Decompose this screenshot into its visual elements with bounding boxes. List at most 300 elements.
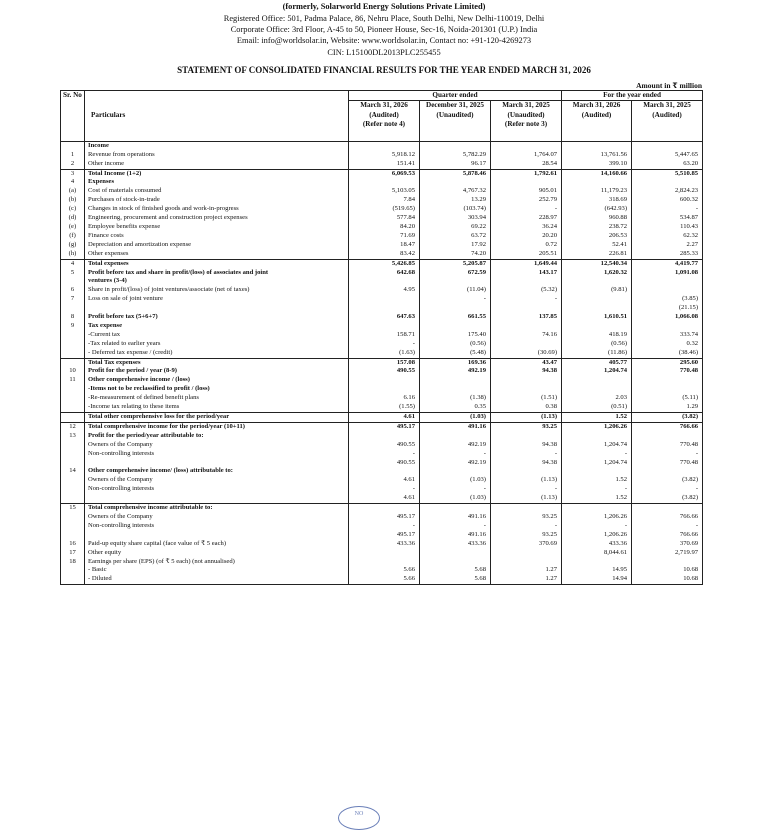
row-sr-no [61,476,85,485]
row-value-col2: 0.35 [420,403,491,412]
row-value-col4: (11.86) [562,349,632,358]
table-row [61,476,703,485]
row-value-col2 [420,178,491,187]
row-sr-no: 7 [61,295,85,304]
table-row [61,531,703,540]
row-value-col2: 69.22 [420,223,491,232]
company-seal-stamp: NO [338,806,380,830]
row-particular: Income [85,141,349,150]
row-value-col3: 43.47 [491,358,562,367]
row-particular: Profit for the period/year attributable to: [85,432,349,441]
row-value-col2: 5,878.46 [420,169,491,178]
row-value-col2: 672.59 [420,269,491,278]
table-row [61,549,703,558]
table-row [61,295,703,304]
row-value-col1: 5.66 [349,575,420,584]
row-value-col1: (1.55) [349,403,420,412]
row-value-col3 [491,558,562,567]
row-value-col3 [491,549,562,558]
row-sr-no [61,304,85,313]
table-row [61,422,703,431]
row-value-col4 [562,467,632,476]
row-particular: - Diluted [85,575,349,584]
row-value-col3: 0.72 [491,241,562,250]
row-value-col3: 137.85 [491,313,562,322]
row-value-col1 [349,277,420,286]
row-particular: -Tax related to earlier years [85,340,349,349]
row-value-col3: (1.13) [491,476,562,485]
row-value-col1 [349,322,420,331]
row-sr-no [61,394,85,403]
row-particular: Non-controlling interests [85,522,349,531]
row-sr-no [61,277,85,286]
row-sr-no [61,441,85,450]
row-value-col1: 5,426.85 [349,259,420,268]
row-value-col2: (0.56) [420,340,491,349]
row-sr-no [61,485,85,494]
row-value-col5: (38.46) [632,349,703,358]
table-row [61,277,703,286]
row-sr-no: 14 [61,467,85,476]
col1-date: March 31, 2026 [349,101,420,111]
row-value-col1 [349,467,420,476]
row-value-col3: 94.38 [491,441,562,450]
row-value-col1: - [349,485,420,494]
table-row [61,349,703,358]
row-sr-no: 17 [61,549,85,558]
row-particular: Owners of the Company [85,476,349,485]
row-value-col2 [420,432,491,441]
row-value-col3: 1,764.07 [491,151,562,160]
row-value-col5: 770.48 [632,459,703,468]
row-value-col4: 1,610.51 [562,313,632,322]
row-value-col3: 370.69 [491,540,562,549]
row-value-col4: 318.69 [562,196,632,205]
row-particular [85,459,349,468]
table-row [61,214,703,223]
row-value-col4: 52.41 [562,241,632,250]
row-value-col2: 175.40 [420,331,491,340]
row-value-col1: 4.95 [349,286,420,295]
table-row [61,566,703,575]
row-value-col4 [562,432,632,441]
table-row [61,322,703,331]
row-value-col1: 642.68 [349,269,420,278]
row-value-col4: - [562,450,632,459]
row-value-col4: (9.81) [562,286,632,295]
row-value-col5 [632,558,703,567]
row-particular [85,531,349,540]
row-value-col4 [562,385,632,394]
row-value-col2 [420,304,491,313]
row-value-col2: 17.92 [420,241,491,250]
row-value-col2: 661.55 [420,313,491,322]
row-particular: Cost of materials consumed [85,187,349,196]
row-value-col1: - [349,450,420,459]
row-value-col2: 492.19 [420,367,491,376]
row-value-col5: 2,824.23 [632,187,703,196]
row-value-col5 [632,286,703,295]
financial-results-table [60,90,703,585]
col3-date: March 31, 2025 [491,101,562,111]
row-particular: Total comprehensive income for the period/year (10+11) [85,422,349,431]
row-value-col4: 418.19 [562,331,632,340]
row-value-col5 [632,178,703,187]
row-value-col4 [562,141,632,150]
row-value-col3 [491,467,562,476]
row-value-col1: 158.71 [349,331,420,340]
table-row [61,385,703,394]
row-value-col1: 4.61 [349,494,420,503]
contact-info: Email: info@worldsolar.in, Website: www.worldsolar.in, Contact no: +91-120-4269273 [236,36,532,45]
table-row [61,450,703,459]
row-value-col3: 74.16 [491,331,562,340]
row-value-col4: 1.52 [562,476,632,485]
row-value-col1: (1.63) [349,349,420,358]
row-value-col4 [562,322,632,331]
row-value-col2: 5,782.29 [420,151,491,160]
row-sr-no: 18 [61,558,85,567]
row-particular: Other comprehensive income / (loss) [85,376,349,385]
row-value-col3: - [491,485,562,494]
row-value-col3: 1,649.44 [491,259,562,268]
table-row [61,187,703,196]
table-row [61,340,703,349]
row-particular: Non-controlling interests [85,450,349,459]
amount-note: Amount in ₹ million [636,81,702,90]
row-value-col2: (1.03) [420,494,491,503]
row-value-col2: 492.19 [420,459,491,468]
table-row [61,169,703,178]
corporate-office: Corporate Office: 3rd Floor, A-45 to 50, Pioneer House, Sec-16, Noida-201301 (U.P.) India [230,25,538,34]
row-value-col2 [420,385,491,394]
row-value-col1: 4.61 [349,413,420,422]
row-value-col1: - [349,522,420,531]
row-value-col2: 492.19 [420,441,491,450]
row-value-col3: 94.38 [491,367,562,376]
year-ended-header: For the year ended [562,91,703,101]
table-row [61,141,703,150]
row-value-col1 [349,141,420,150]
row-particular: Tax expense [85,322,349,331]
row-value-col1 [349,376,420,385]
row-particular: Total other comprehensive loss for the period/year [85,413,349,422]
row-particular: -Items not to be reclassified to profit / (loss) [85,385,349,394]
row-sr-no: (f) [61,232,85,241]
row-value-col3: 143.17 [491,269,562,278]
row-particular: -Re-measurement of defined benefit plans [85,394,349,403]
row-value-col4: 206.53 [562,232,632,241]
table-row [61,223,703,232]
row-value-col5: 5,447.65 [632,151,703,160]
row-value-col3 [491,504,562,513]
row-value-col2: (1.38) [420,394,491,403]
row-value-col3 [491,141,562,150]
row-value-col4 [562,295,632,304]
row-sr-no [61,349,85,358]
row-value-col3: 20.20 [491,232,562,241]
row-value-col3: 905.01 [491,187,562,196]
row-value-col3: 1,792.61 [491,169,562,178]
row-value-col4: 14.95 [562,566,632,575]
row-sr-no [61,331,85,340]
row-value-col5: 770.48 [632,367,703,376]
col5-status: (Audited) [632,111,703,142]
row-value-col1: 18.47 [349,241,420,250]
row-value-col3: 93.25 [491,422,562,431]
row-value-col5: 534.87 [632,214,703,223]
row-sr-no [61,450,85,459]
row-value-col4: (642.93) [562,205,632,214]
row-value-col4: 1,204.74 [562,441,632,450]
row-value-col1 [349,558,420,567]
row-value-col3: - [491,522,562,531]
row-value-col5: (3.82) [632,494,703,503]
row-particular: Total expenses [85,259,349,268]
row-value-col4: 1,204.74 [562,459,632,468]
row-value-col3: - [491,205,562,214]
row-value-col5: 1,091.08 [632,269,703,278]
row-value-col2: (1.03) [420,413,491,422]
row-particular [85,304,349,313]
table-row [61,304,703,313]
row-value-col4: 12,540.34 [562,259,632,268]
row-value-col5: 766.66 [632,513,703,522]
row-value-col1: 157.08 [349,358,420,367]
row-sr-no [61,531,85,540]
table-row [61,558,703,567]
col4-status: (Audited) [562,111,632,142]
table-row [61,394,703,403]
table-row [61,196,703,205]
row-sr-no [61,413,85,422]
row-sr-no: 8 [61,313,85,322]
table-row [61,494,703,503]
row-value-col5: - [632,485,703,494]
row-sr-no: 1 [61,151,85,160]
row-value-col5: 370.69 [632,540,703,549]
row-value-col1: 6.16 [349,394,420,403]
row-value-col5 [632,141,703,150]
row-particular: Total Tax expenses [85,358,349,367]
row-value-col4 [562,558,632,567]
table-row [61,540,703,549]
row-value-col2: 96.17 [420,160,491,169]
row-value-col4: 8,044.61 [562,549,632,558]
row-sr-no [61,459,85,468]
table-row [61,331,703,340]
row-value-col5: 10.68 [632,566,703,575]
row-sr-no: 11 [61,376,85,385]
row-value-col2: 74.20 [420,250,491,259]
row-sr-no [61,403,85,412]
row-sr-no [61,575,85,584]
row-value-col4 [562,304,632,313]
row-value-col2: 303.94 [420,214,491,223]
row-particular: Depreciation and amortization expense [85,241,349,250]
row-value-col2: 491.16 [420,422,491,431]
row-value-col3: 36.24 [491,223,562,232]
company-former-name: (formerly, Solarworld Energy Solutions Private Limited) [282,2,486,11]
row-particular: ventures (3-4) [85,277,349,286]
row-value-col3 [491,432,562,441]
row-value-col1 [349,549,420,558]
row-value-col2: 169.36 [420,358,491,367]
row-value-col2 [420,549,491,558]
table-row [61,485,703,494]
row-particular: Profit before tax (5+6+7) [85,313,349,322]
row-value-col4: 1.52 [562,494,632,503]
row-value-col1: 71.69 [349,232,420,241]
row-value-col2: (1.03) [420,476,491,485]
row-particular: Other equity [85,549,349,558]
row-value-col2: 63.72 [420,232,491,241]
row-value-col4: 1,204.74 [562,367,632,376]
row-value-col2: 5.68 [420,566,491,575]
table-row [61,504,703,513]
row-value-col4: 13,761.56 [562,151,632,160]
row-value-col3: 0.38 [491,403,562,412]
row-value-col1: 5,918.12 [349,151,420,160]
row-sr-no [61,513,85,522]
row-value-col3 [491,178,562,187]
table-row [61,441,703,450]
row-particular: Paid-up equity share capital (face value of ₹ 5 each) [85,540,349,549]
row-value-col3: 1.27 [491,566,562,575]
row-value-col2: 491.16 [420,513,491,522]
row-value-col5: 295.60 [632,358,703,367]
row-value-col5: 1.29 [632,403,703,412]
table-row [61,522,703,531]
row-value-col4: - [562,522,632,531]
row-value-col3: (1.13) [491,413,562,422]
row-value-col1: 83.42 [349,250,420,259]
row-value-col4: 14.94 [562,575,632,584]
row-value-col1: 495.17 [349,513,420,522]
table-row [61,160,703,169]
row-value-col5: - [632,450,703,459]
row-value-col3: (5.32) [491,286,562,295]
row-value-col1: 495.17 [349,422,420,431]
row-value-col1: 151.41 [349,160,420,169]
row-sr-no: (a) [61,187,85,196]
row-value-col4: 1,206.26 [562,422,632,431]
table-row [61,367,703,376]
row-value-col1: 5.66 [349,566,420,575]
row-sr-no: (e) [61,223,85,232]
row-value-col2: 433.36 [420,540,491,549]
row-particular [85,494,349,503]
table-row [61,467,703,476]
table-row [61,376,703,385]
row-particular: Earnings per share (EPS) (of ₹ 5 each) (not annualised) [85,558,349,567]
row-value-col5: 770.48 [632,441,703,450]
row-value-col2: 4,767.32 [420,187,491,196]
row-value-col4 [562,376,632,385]
sr-no-header: Sr. No [61,91,85,142]
row-sr-no: 10 [61,367,85,376]
row-value-col3: 94.38 [491,459,562,468]
row-value-col5 [632,385,703,394]
row-value-col1: 495.17 [349,531,420,540]
row-value-col4: 1.52 [562,413,632,422]
row-particular: Profit for the period / year (8-9) [85,367,349,376]
row-value-col3: 93.25 [491,513,562,522]
row-sr-no: 5 [61,269,85,278]
row-value-col5: 4,419.77 [632,259,703,268]
row-value-col4: 2.03 [562,394,632,403]
row-sr-no: (b) [61,196,85,205]
row-value-col1 [349,385,420,394]
row-sr-no: 4 [61,178,85,187]
row-value-col4: 433.36 [562,540,632,549]
row-value-col5 [632,504,703,513]
row-value-col3: 228.97 [491,214,562,223]
row-value-col2 [420,376,491,385]
row-particular: Employee benefits expense [85,223,349,232]
row-particular: Total comprehensive income attributable to: [85,504,349,513]
row-value-col5: 63.20 [632,160,703,169]
row-value-col2: - [420,485,491,494]
row-value-col5: 1,066.08 [632,313,703,322]
col2-date: December 31, 2025 [420,101,491,111]
row-value-col3: 205.51 [491,250,562,259]
row-value-col1: 4.61 [349,476,420,485]
row-value-col2: (11.04) [420,286,491,295]
row-value-col3: - [491,450,562,459]
row-value-col3 [491,340,562,349]
table-row [61,269,703,278]
row-value-col2: - [420,522,491,531]
row-value-col3: (1.51) [491,394,562,403]
row-value-col5: 285.33 [632,250,703,259]
table-row [61,403,703,412]
row-sr-no [61,358,85,367]
row-value-col4: 1,206.26 [562,531,632,540]
row-value-col5 [632,277,703,286]
row-sr-no: (h) [61,250,85,259]
row-value-col5: (3.85) [632,295,703,304]
row-value-col1 [349,504,420,513]
table-row [61,232,703,241]
row-value-col4: (0.51) [562,403,632,412]
particulars-header: Particulars [85,91,349,142]
row-value-col1: 84.20 [349,223,420,232]
row-value-col1: - [349,340,420,349]
row-value-col5: 5,510.85 [632,169,703,178]
row-value-col2: - [420,295,491,304]
row-value-col5: 0.32 [632,340,703,349]
row-particular: Owners of the Company [85,441,349,450]
row-value-col5: 600.32 [632,196,703,205]
row-value-col1: 7.84 [349,196,420,205]
row-sr-no [61,385,85,394]
row-particular: -Current tax [85,331,349,340]
row-value-col5: - [632,205,703,214]
row-value-col4: 226.81 [562,250,632,259]
row-value-col1: 433.36 [349,540,420,549]
row-value-col3 [491,322,562,331]
table-row [61,459,703,468]
col2-status: (Unaudited) [420,111,491,142]
row-value-col5: (21.15) [632,304,703,313]
statement-title: STATEMENT OF CONSOLIDATED FINANCIAL RESULTS FOR THE YEAR ENDED MARCH 31, 2026 [177,65,591,75]
quarter-ended-header: Quarter ended [349,91,562,101]
row-value-col1: 647.63 [349,313,420,322]
row-value-col2 [420,467,491,476]
table-row [61,432,703,441]
row-value-col5: 766.66 [632,422,703,431]
